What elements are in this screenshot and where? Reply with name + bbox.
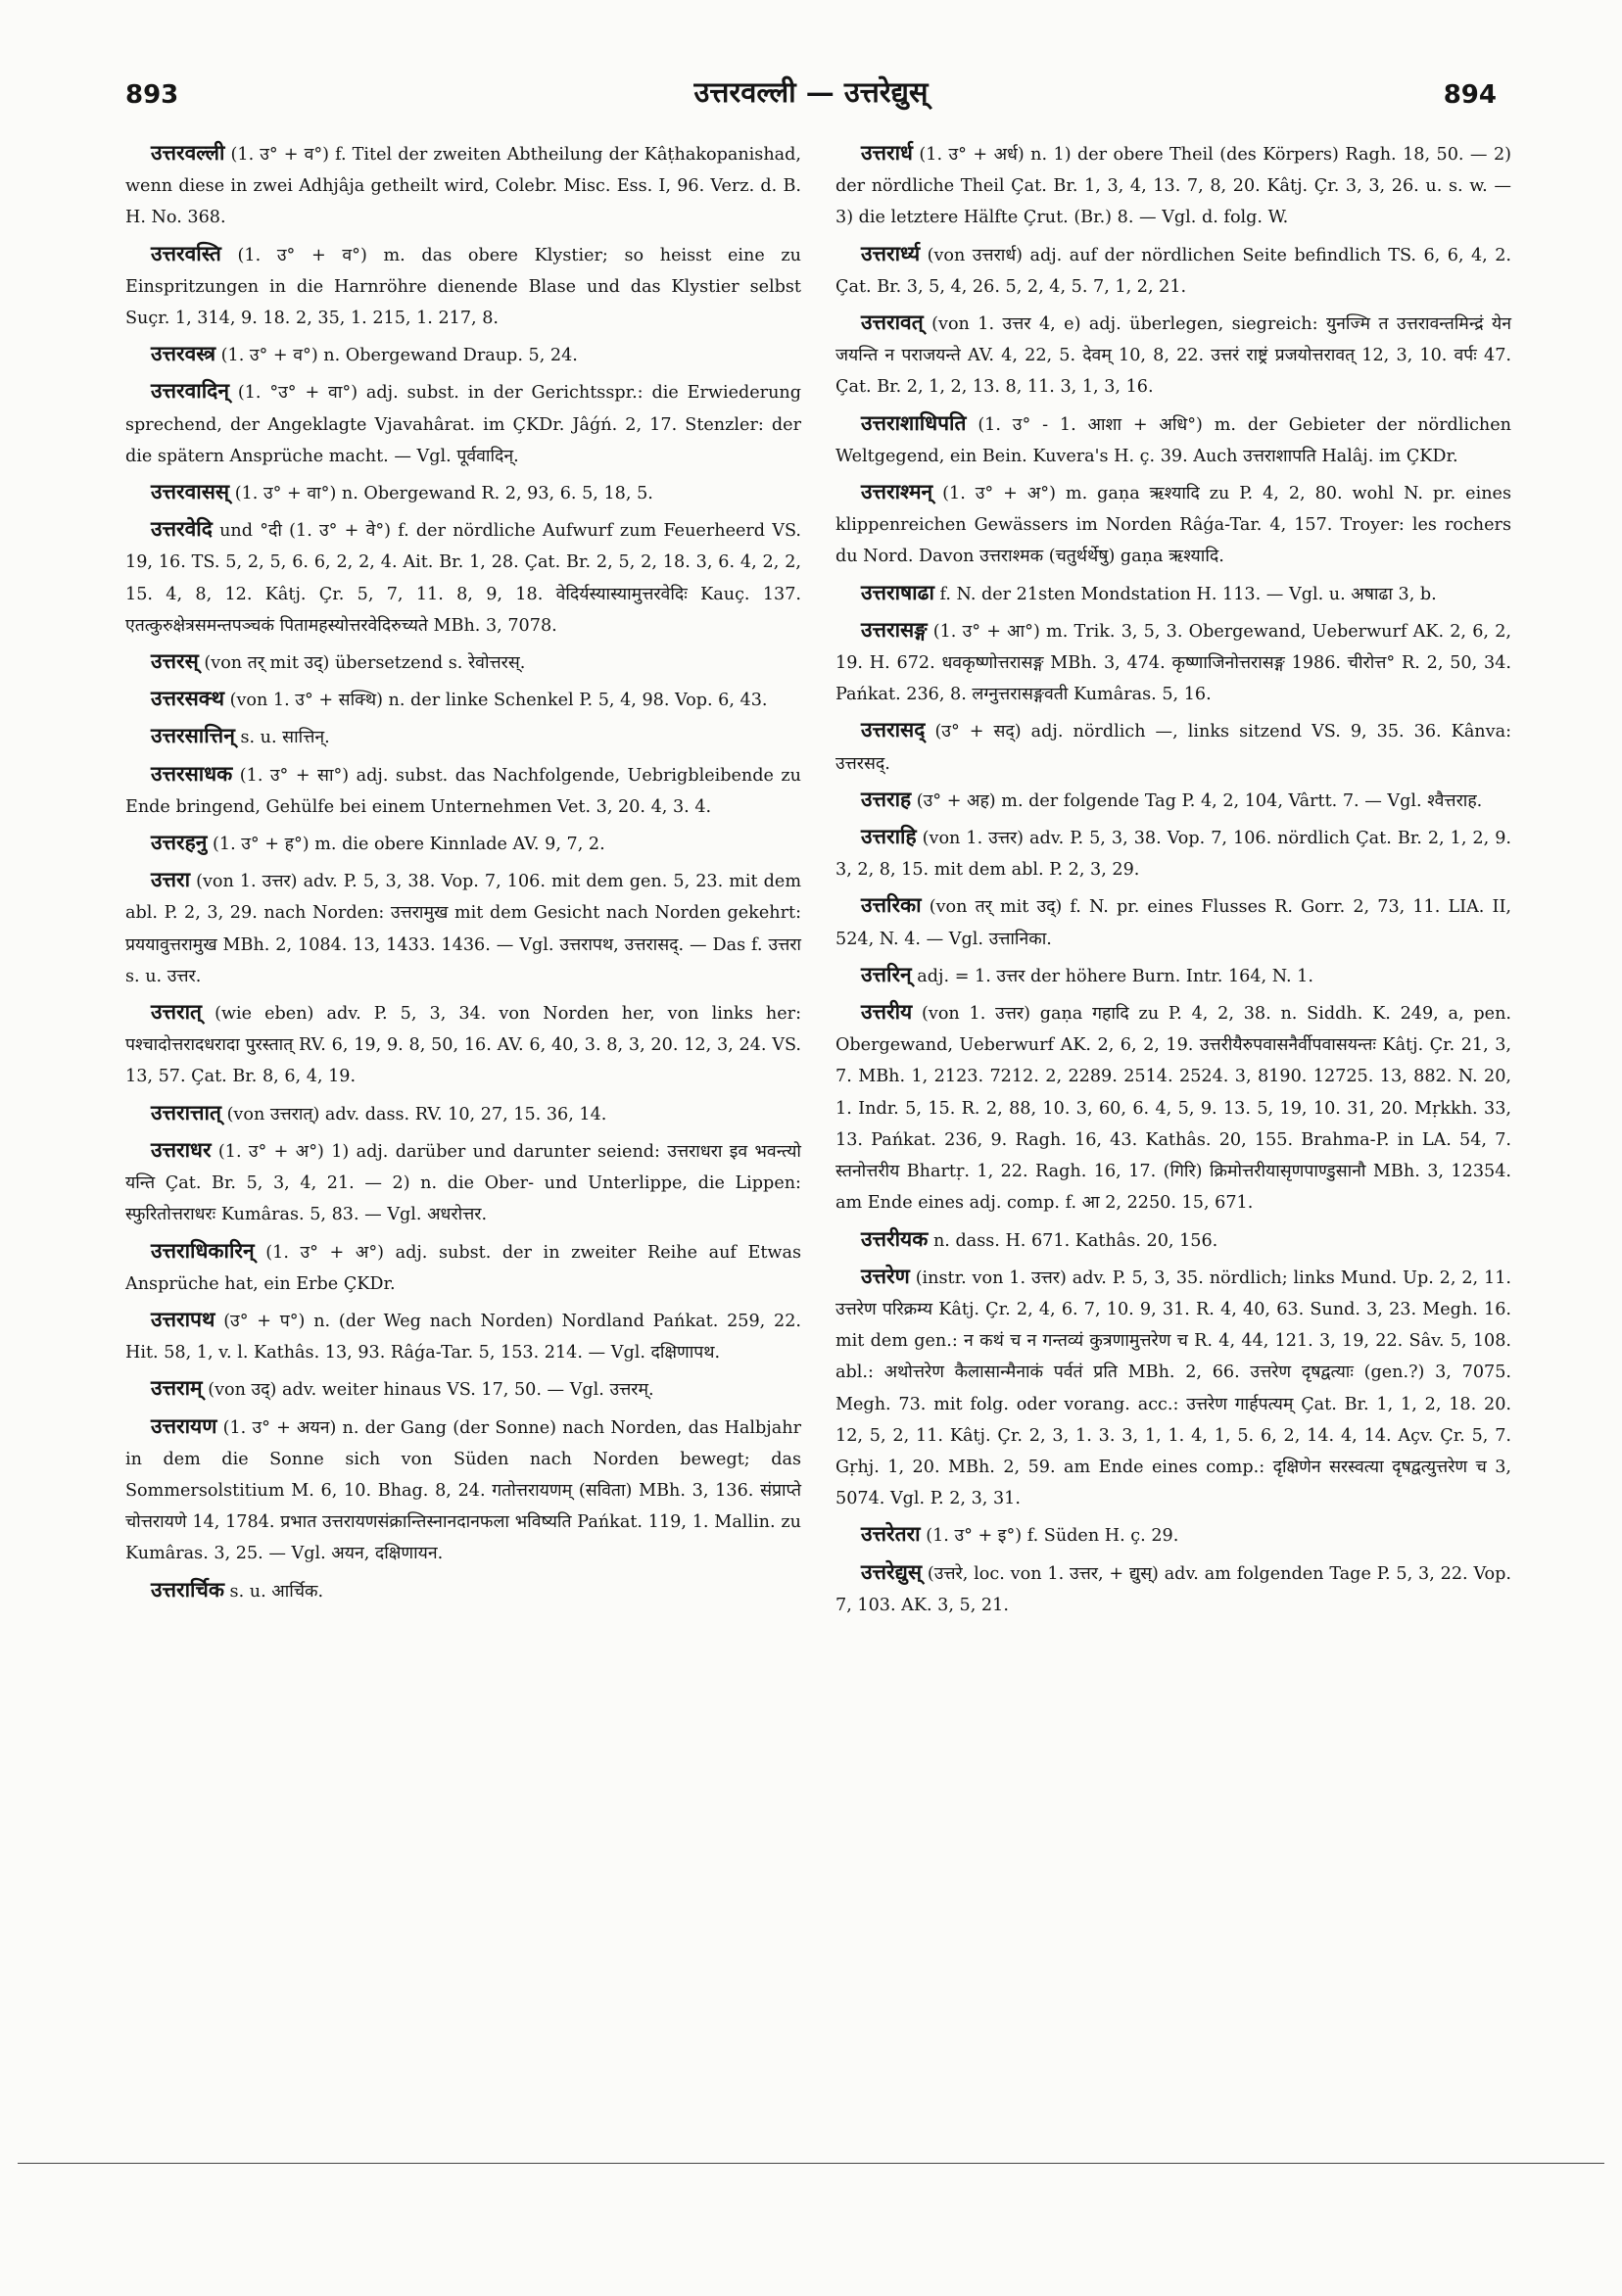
dictionary-entry bbox=[835, 476, 1511, 573]
entry-headword: उत्तरसक्थ bbox=[151, 686, 225, 711]
entry-headword: उत्तराह bbox=[861, 786, 912, 811]
entry-definition: (von 1. उ° + सक्थि) n. der linke Schenkel P. 5, 4, 98. Vop. 6, 43. bbox=[229, 691, 768, 711]
dictionary-entry bbox=[125, 1134, 801, 1231]
dictionary-entry bbox=[125, 375, 801, 472]
entry-headword: उत्तरवस्ति bbox=[151, 240, 221, 265]
entry-definition: (1. उ° + व°) f. Titel der zweiten Abtheilung der Kâṭhakopanishad, wenn diese in zwei Adhjâja getheilt wird, Colebr. Misc. Ess. I, 96. Verz. d. B. H. No. 368. bbox=[125, 145, 801, 228]
entry-definition: (von उद्) adv. weiter hinaus VS. 17, 50. — Vgl. उत्तरम्. bbox=[208, 1380, 654, 1401]
dictionary-entry bbox=[835, 407, 1511, 472]
dictionary-entry bbox=[125, 720, 801, 753]
entry-headword: उत्तरात् bbox=[151, 999, 203, 1025]
entry-headword: उत्तरवस्त्र bbox=[151, 341, 216, 366]
entry-headword: उत्तरवल्ली bbox=[151, 140, 225, 165]
dictionary-entry bbox=[125, 513, 801, 642]
dictionary-entry bbox=[835, 614, 1511, 711]
dictionary-entry bbox=[835, 996, 1511, 1219]
dictionary-entry bbox=[835, 821, 1511, 885]
entry-headword: उत्तरवासस् bbox=[151, 479, 230, 504]
entry-definition: (von तर् mit उद्) f. N. pr. eines Flusses R. Gorr. 2, 73, 11. LIA. II, 524, N. 4. — Vgl. उत्तानिका. bbox=[835, 897, 1511, 949]
entry-headword: उत्तरावत् bbox=[861, 310, 924, 335]
dictionary-entry bbox=[835, 137, 1511, 234]
entry-headword: उत्तरा bbox=[151, 867, 191, 892]
entry-headword: उत्तरासङ्ग bbox=[861, 616, 928, 642]
entry-definition: (1. उ° + अर्ध) n. 1) der obere Theil (des Körpers) Ragh. 18, 50. — 2) der nördliche Theil Çat. Br. 1, 3, 4, 13. 7, 8, 20. Kâtj. Çr. 3, 3, 26. u. s. w. — 3) die letztere Hälfte Çrut. (Br.) 8. — Vgl. d. folg. W. bbox=[835, 145, 1512, 228]
dictionary-entry bbox=[125, 864, 801, 992]
dictionary-entry bbox=[835, 1556, 1511, 1621]
dictionary-entry bbox=[835, 784, 1511, 817]
entry-headword: उत्तरार्ध्य bbox=[861, 240, 921, 265]
entry-headword: उत्तरात्तात् bbox=[151, 1099, 221, 1124]
entry-definition: (wie eben) adv. P. 5, 3, 34. von Norden her, von links her: पश्चादोत्तरादधरादा पुरस्तात् RV. 6, 19, 9. 8, 50, 16. AV. 6, 40, 3. 8, 3, 20. 12, 3, 24. VS. 13, 57. Çat. Br. 8, 6, 4, 19. bbox=[125, 1004, 801, 1087]
entry-definition: (von उत्तरात्) adv. dass. RV. 10, 27, 15. 36, 14. bbox=[226, 1104, 607, 1124]
entry-headword: उत्तरहनु bbox=[151, 830, 208, 855]
entry-headword: उत्तराहि bbox=[861, 824, 917, 849]
entry-definition: (von उत्तरार्ध) adj. auf der nördlichen Seite befindlich TS. 6, 6, 4, 2. Çat. Br. 3, 5, 4, 26. 5, 2, 4, 5. 7, 1, 2, 21. bbox=[835, 245, 1512, 297]
entry-definition: (1. उ° + सा°) adj. subst. das Nachfolgende, Uebrigbleibende zu Ende bringend, Gehülfe bei einem Unternehmen Vet. 3, 20. 4, 3. 4. bbox=[125, 765, 802, 817]
dictionary-entry bbox=[125, 1097, 801, 1130]
entry-definition: (1. उ° + वा°) n. Obergewand R. 2, 93, 6. 5, 18, 5. bbox=[234, 484, 653, 504]
entry-headword: उत्तराम् bbox=[151, 1375, 203, 1401]
entry-definition: (उ° + अह) m. der folgende Tag P. 4, 2, 104, Vârtt. 7. — Vgl. श्वैत्तराह. bbox=[916, 790, 1483, 811]
page-number-right: 894 bbox=[1443, 80, 1497, 110]
entry-definition: (von 1. उत्तर) adv. P. 5, 3, 38. Vop. 7, 106. mit dem gen. 5, 23. mit dem abl. P. 2, 3, 29. nach Norden: उत्तरामुख mit dem Gesicht nach Norden gekehrt: प्रययावुत्तरामुख MBh. 2, 1084. 13, 1433. 1436. — Vgl. उत्तरापथ, उत्तरासद्. — Das f. उत्तरा s. u. उत्तर. bbox=[125, 872, 801, 986]
entry-definition: und °दी (1. उ° + वे°) f. der nördliche Aufwurf zum Feuerheerd VS. 19, 16. TS. 5, 2, 5, 6. 6, 2, 2, 4. Ait. Br. 1, 28. Çat. Br. 2, 5, 2, 18. 3, 6. 4, 2, 2, 15. 4, 8, 12. Kâtj. Çr. 5, 7, 11. 8, 9, 18. वेदिर्यस्यास्यामुत्तरवेदिः Kauç. 137. एतत्कुरुक्षेत्रसमन्तपञ्चकं पितामहस्योत्तरवेदिरुच्यते MBh. 3, 7078. bbox=[125, 521, 801, 636]
entry-headword: उत्तराषाढा bbox=[861, 579, 934, 604]
dictionary-entry bbox=[835, 1518, 1511, 1552]
dictionary-entry bbox=[835, 714, 1511, 779]
entry-definition: (1. उ° + अ°) m. gaṇa ऋश्यादि zu P. 4, 2, 80. wohl N. pr. eines klippenreichen Gewässers im Norden Râǵa-Tar. 4, 157. Troyer: les rochers du Nord. Davon उत्तराश्मक (चतुर्थर्थेषु) gaṇa ऋश्यादि. bbox=[835, 484, 1511, 567]
entry-headword: उत्तरवादिन् bbox=[151, 378, 229, 404]
running-title: उत्तरवल्ली — उत्तरेद्युस् bbox=[693, 75, 929, 109]
dictionary-entry bbox=[835, 889, 1511, 954]
entry-definition: (von 1. उत्तर) adv. P. 5, 3, 38. Vop. 7, 106. nördlich Çat. Br. 2, 1, 2, 9. 3, 2, 8, 15. mit dem abl. P. 2, 3, 29. bbox=[835, 829, 1511, 881]
entry-headword: उत्तरार्ध bbox=[861, 140, 913, 165]
page-header bbox=[125, 69, 1497, 118]
page-number-left: 893 bbox=[125, 80, 179, 110]
entry-definition: (von 1. उत्तर) gaṇa गहादि zu P. 4, 2, 38. n. Siddh. K. 249, a, pen. Obergewand, Ueberwurf AK. 2, 6, 2, 19. उत्तरीयैरुपवासनैर्वीपवासयन्तः Kâtj. Çr. 21, 3, 7. MBh. 1, 2123. 7212. 2, 2289. 2514. 2524. 3, 8190. 12725. 13, 882. N. 20, 1. Indr. 5, 15. R. 2, 88, 10. 3, 60, 6. 4, 5, 9. 13. 5, 19, 10. 31, 20. Mṛkkh. 33, 13. Pańkat. 236, 9. Ragh. 16, 43. Kathâs. 20, 155. Brahma-P. in LA. 54, 7. स्तनोत्तरीय Bhartṛ. 1, 22. Ragh. 16, 17. (गिरि) क्रिमोत्तरीयासृणपाण्डुसानौ MBh. 3, 12354. am Ende eines adj. comp. f. आ 2, 2250. 15, 671. bbox=[835, 1004, 1511, 1214]
dictionary-entry bbox=[835, 1261, 1511, 1515]
dictionary-entry bbox=[125, 827, 801, 860]
entry-headword: उत्तरार्चिक bbox=[151, 1576, 224, 1602]
entry-headword: उत्तराश्मन् bbox=[861, 479, 933, 504]
dictionary-entry bbox=[125, 238, 801, 335]
entry-headword: उत्तराशाधिपति bbox=[861, 409, 967, 435]
entry-definition: (instr. von 1. उत्तर) adv. P. 5, 3, 35. nördlich; links Mund. Up. 2, 2, 11. उत्तरेण परिक्रम्य Kâtj. Çr. 2, 4, 6. 7, 10. 9, 31. R. 4, 40, 63. Sund. 3, 23. Megh. 16. mit dem gen.: न कथं च न गन्तव्यं कुत्रणामुत्तरेण च R. 4, 44, 121. 3, 19, 22. Sâv. 5, 108. abl.: अथोत्तरेण कैलासान्मैनाकं पर्वतं प्रति MBh. 2, 66. उत्तरेण दृषद्वत्याः (gen.?) 3, 7075. Megh. 73. mit folg. oder vorang. acc.: उत्तरेण गार्हपत्यम् Çat. Br. 1, 1, 2, 18. 20. 12, 5, 2, 11. Kâtj. Çr. 2, 3, 1. 3. 3, 1, 1. 4, 1, 5. 6, 2, 14. 4, 14. Açv. Çr. 5, 7. Gṛhj. 1, 20. MBh. 2, 59. am Ende eines comp.: दृक्षिणेन सरस्वत्या दृषद्वत्युत्तरेण च 3, 5074. Vgl. P. 2, 3, 31. bbox=[835, 1268, 1511, 1509]
dictionary-entry bbox=[125, 1574, 801, 1607]
entry-definition: (1. उ° + अयन) n. der Gang (der Sonne) nach Norden, das Halbjahr in dem die Sonne sich von Süden nach Norden bewegt; das Sommersolstitium M. 6, 10. Bhag. 8, 24. गतोत्तरायणम् (सविता) MBh. 3, 136. संप्राप्ते चोत्तरायणे 14, 1784. प्रभात उत्तरायणसंक्रान्तिस्नानदानफला भविष्यति Pańkat. 119, 1. Mallin. zu Kumâras. 3, 25. — Vgl. अयन, दक्षिणायन. bbox=[125, 1417, 801, 1564]
dictionary-entry bbox=[835, 1223, 1511, 1257]
right-column bbox=[835, 137, 1511, 1625]
entry-definition: (1. °उ° + वा°) adj. subst. in der Gerichtsspr.: die Erwiederung sprechend, der Angeklagte Vjavahârat. im ÇKDr. Jâǵń. 2, 17. Stenzler: der die spätern Ansprüche macht. — Vgl. पूर्ववादिन्. bbox=[125, 383, 802, 466]
entry-headword: उत्तरापथ bbox=[151, 1306, 215, 1331]
entry-headword: उत्तरासद् bbox=[861, 717, 926, 742]
entry-headword: उत्तरिन् bbox=[861, 961, 912, 986]
dictionary-entry bbox=[835, 577, 1511, 610]
left-column bbox=[125, 137, 801, 1611]
entry-definition: (उ° + सद्) adj. nördlich —, links sitzend VS. 9, 35. 36. Kânva: उत्तरसद्. bbox=[835, 722, 1511, 774]
entry-definition: (1. उ° - 1. आशा + अधि°) m. der Gebieter der nördlichen Weltgegend, ein Bein. Kuvera's H. ç. 39. Auch उत्तराशापति Halâj. im ÇKDr. bbox=[835, 414, 1511, 466]
entry-definition: s. u. सात्तिन्. bbox=[240, 728, 330, 748]
dictionary-entry bbox=[125, 996, 801, 1093]
dictionary-entry bbox=[125, 1411, 801, 1570]
dictionary-entry bbox=[125, 1372, 801, 1406]
entry-definition: n. dass. H. 671. Kathâs. 20, 156. bbox=[932, 1230, 1218, 1251]
footer-rule bbox=[18, 2163, 1604, 2164]
dictionary-entry bbox=[125, 646, 801, 679]
entry-definition: (von 1. उत्तर 4, e) adj. überlegen, siegreich: युनज्मि त उत्तरावन्तमिन्द्रं येन जयन्ति न पराजयन्ते AV. 4, 22, 5. देवम् 10, 8, 22. उत्तरं राष्ट्रं प्रजयोत्तरावत् 12, 3, 10. वर्पः 47. Çat. Br. 2, 1, 2, 13. 8, 11. 3, 1, 3, 16. bbox=[835, 314, 1511, 398]
dictionary-entry bbox=[125, 1304, 801, 1368]
dictionary-entry bbox=[125, 338, 801, 371]
dictionary-entry bbox=[835, 307, 1511, 404]
dictionary-entry bbox=[125, 758, 801, 823]
entry-headword: उत्तरायण bbox=[151, 1412, 217, 1438]
entry-definition: (1. उ° + अ°) adj. subst. der in zweiter Reihe auf Etwas Ansprüche hat, ein Erbe ÇKDr. bbox=[125, 1242, 802, 1294]
entry-definition: (von तर् mit उद्) übersetzend s. रेवोत्तरस्. bbox=[204, 653, 526, 674]
entry-headword: उत्तराधर bbox=[151, 1136, 212, 1162]
entry-headword: उत्तरेतरा bbox=[861, 1521, 921, 1547]
entry-definition: (1. उ° + अ°) 1) adj. darüber und darunter seiend: उत्तराधरा इव भवन्त्यो यन्ति Çat. Br. 5, 3, 4, 21. — 2) n. die Ober- und Unterlippe, die Lippen: स्फुरितोत्तराधरः Kumâras. 5, 83. — Vgl. अधरोत्तर. bbox=[125, 1141, 801, 1225]
entry-definition: f. N. der 21sten Mondstation H. 113. — Vgl. u. अषाढा 3, b. bbox=[939, 584, 1437, 604]
entry-headword: उत्तराधिकारिन् bbox=[151, 1237, 255, 1263]
entry-headword: उत्तरिका bbox=[861, 892, 922, 918]
dictionary-entry bbox=[125, 476, 801, 509]
entry-headword: उत्तरेण bbox=[861, 1263, 910, 1288]
entry-headword: उत्तरीयक bbox=[861, 1225, 929, 1251]
dictionary-entry bbox=[125, 1235, 801, 1300]
dictionary-entry bbox=[125, 137, 801, 234]
entry-headword: उत्तरीय bbox=[861, 999, 913, 1025]
entry-headword: उत्तरसात्तिन् bbox=[151, 723, 235, 748]
entry-headword: उत्तरवेदि bbox=[151, 516, 213, 542]
entry-definition: (1. उ° + आ°) m. Trik. 3, 5, 3. Obergewand, Ueberwurf AK. 2, 6, 2, 19. H. 672. धवकृष्णोत्तरासङ्ग MBh. 3, 474. कृष्णाजिनोत्तरासङ्ग 1986. चीरोत्त° R. 2, 50, 34. Pańkat. 236, 8. लग्नुत्तरासङ्गवती Kumâras. 5, 16. bbox=[835, 621, 1511, 705]
entry-definition: s. u. आर्चिक. bbox=[229, 1581, 324, 1602]
entry-definition: (उत्तरे, loc. von 1. उत्तर, + द्युस्) adv. am folgenden Tage P. 5, 3, 22. Vop. 7, 103. AK. 3, 5, 21. bbox=[835, 1563, 1512, 1615]
entry-headword: उत्तरेद्युस् bbox=[861, 1558, 923, 1584]
entry-definition: (1. उ° + व°) m. das obere Klystier; so heisst eine zu Einspritzungen in die Harnröhre dienende Blase und das Klystier selbst Suçr. 1, 314, 9. 18. 2, 35, 1. 215, 1. 217, 8. bbox=[125, 245, 802, 329]
entry-definition: (1. उ° + इ°) f. Süden H. ç. 29. bbox=[926, 1526, 1179, 1547]
entry-definition: (उ° + प°) n. (der Weg nach Norden) Nordland Pańkat. 259, 22. Hit. 58, 1, v. l. Kathâs. 13, 93. Râǵa-Tar. 5, 153. 214. — Vgl. दक्षिणापथ. bbox=[125, 1311, 802, 1363]
entry-definition: (1. उ° + ह°) m. die obere Kinnlade AV. 9, 7, 2. bbox=[213, 835, 605, 855]
entry-definition: adj. = 1. उत्तर der höhere Burn. Intr. 164, N. 1. bbox=[917, 966, 1313, 986]
entry-headword: उत्तरस् bbox=[151, 648, 199, 674]
entry-definition: (1. उ° + व°) n. Obergewand Draup. 5, 24. bbox=[220, 346, 578, 366]
dictionary-entry bbox=[835, 959, 1511, 992]
dictionary-entry bbox=[835, 238, 1511, 303]
entry-headword: उत्तरसाधक bbox=[151, 760, 233, 786]
dictionary-entry bbox=[125, 683, 801, 716]
